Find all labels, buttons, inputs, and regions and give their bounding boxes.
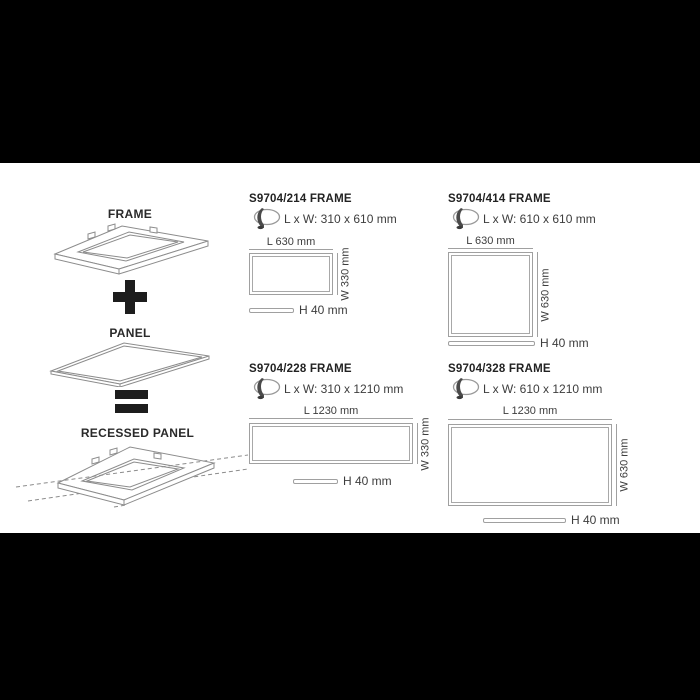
height-dimension-label: H 40 mm (571, 513, 620, 527)
frame-side-profile (483, 518, 566, 523)
frame-plan-rectangle (448, 252, 533, 337)
size-label: L x W: 610 x 610 mm (483, 212, 596, 226)
product-title: S9704/328 FRAME (448, 363, 551, 375)
length-dimension-line (249, 418, 413, 419)
recessed-downlight-icon (448, 376, 480, 402)
size-label: L x W: 610 x 1210 mm (483, 382, 603, 396)
recessed-panel-3d-drawing (14, 443, 250, 518)
recessed-downlight-icon (249, 376, 281, 402)
width-dimension-label: W 630 mm (619, 438, 631, 492)
length-dimension-label: L 630 mm (266, 236, 316, 248)
recessed-downlight-icon (448, 206, 480, 232)
frame-plan-rectangle (249, 423, 413, 464)
size-label: L x W: 310 x 1210 mm (284, 382, 404, 396)
length-dimension-line (448, 248, 533, 249)
frame-side-profile (293, 479, 338, 484)
size-label: L x W: 310 x 610 mm (284, 212, 397, 226)
plus-icon (125, 280, 135, 314)
length-dimension-label: L 630 mm (466, 235, 515, 247)
equals-icon (115, 390, 148, 399)
frame-side-profile (448, 341, 535, 346)
letterbox-bottom (0, 533, 700, 700)
frame-3d-drawing (50, 223, 215, 283)
letterbox-top (0, 0, 700, 163)
frame-label: FRAME (107, 207, 153, 221)
panel-3d-drawing (47, 341, 213, 392)
length-dimension-label: L 1230 mm (303, 405, 359, 417)
length-dimension-label: L 1230 mm (502, 405, 558, 417)
content-area (0, 163, 700, 533)
height-dimension-label: H 40 mm (299, 303, 348, 317)
height-dimension-label: H 40 mm (343, 474, 392, 488)
frame-plan-rectangle (448, 424, 612, 506)
frame-plan-rectangle (249, 253, 333, 295)
width-dimension-label: W 630 mm (540, 267, 552, 322)
height-dimension-label: H 40 mm (540, 336, 589, 350)
product-title: S9704/414 FRAME (448, 193, 551, 205)
panel-label: PANEL (109, 326, 151, 340)
frame-side-profile (249, 308, 294, 313)
equals-icon (115, 404, 148, 413)
width-dimension-label: W 330 mm (340, 247, 352, 301)
product-title: S9704/214 FRAME (249, 193, 352, 205)
product-title: S9704/228 FRAME (249, 363, 352, 375)
recessed-panel-label: RECESSED PANEL (80, 426, 195, 440)
recessed-downlight-icon (249, 206, 281, 232)
length-dimension-line (448, 419, 612, 420)
width-dimension-label: W 330 mm (420, 416, 432, 471)
length-dimension-line (249, 249, 333, 250)
